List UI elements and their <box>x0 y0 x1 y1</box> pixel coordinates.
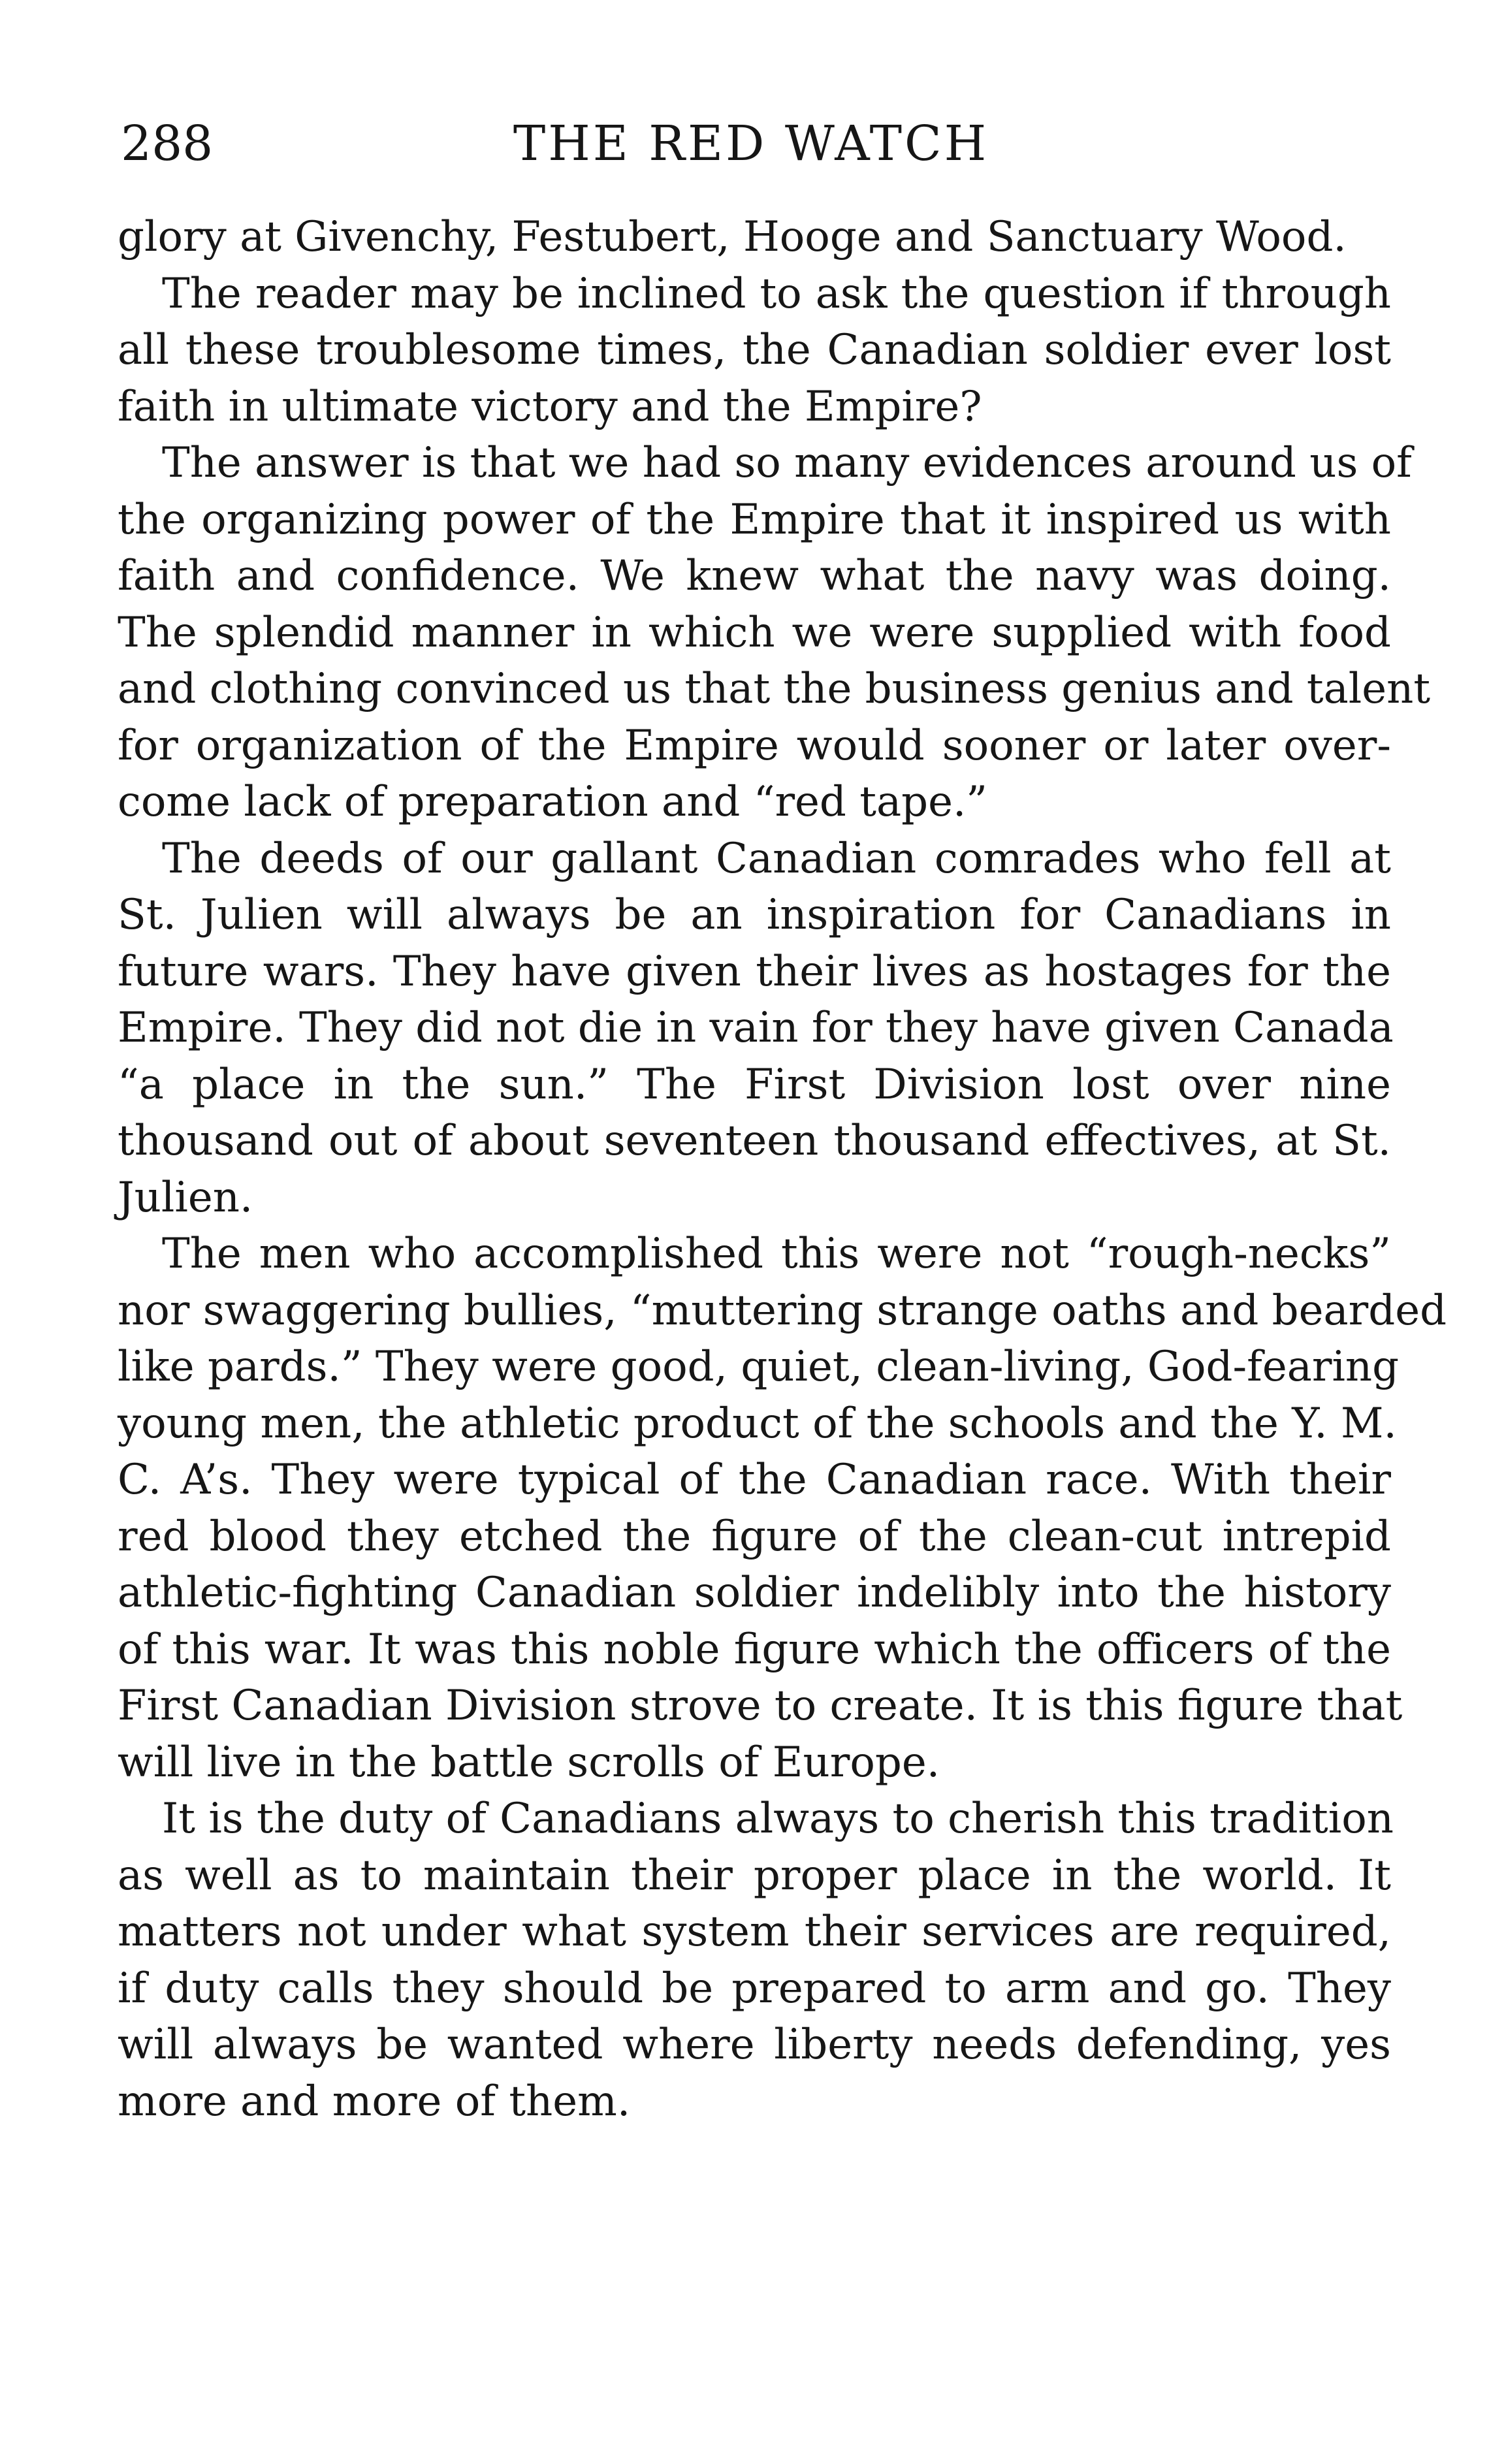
text-line: Julien. <box>118 1173 253 1222</box>
text-line: all these troublesome times, the Canadian soldier ever lost <box>118 326 1391 374</box>
text-line: will always be wanted where liberty needs defending, yes <box>118 2021 1391 2069</box>
text-line: First Canadian Division strove to create. It is this figure that <box>118 1682 1403 1730</box>
text-line: the organizing power of the Empire that it inspired us with <box>118 495 1391 544</box>
running-head: THE RED WATCH <box>513 116 989 172</box>
text-line: The deeds of our gallant Canadian comrades who fell at <box>162 834 1391 883</box>
text-line: faith in ultimate victory and the Empire? <box>118 382 982 431</box>
text-line: C. A’s. They were typical of the Canadian race. With their <box>118 1456 1391 1504</box>
text-line: matters not under what system their services are required, <box>118 1908 1391 1956</box>
page-header <box>121 108 1381 180</box>
page-number: 288 <box>121 116 214 172</box>
paragraph <box>118 1226 1447 1791</box>
text-line: of this war. It was this noble figure which the officers of the <box>118 1625 1391 1674</box>
text-line: red blood they etched the figure of the clean-cut intrepid <box>118 1512 1391 1561</box>
paragraph <box>118 1791 1394 2130</box>
body-text <box>118 209 1447 2130</box>
paragraph <box>118 435 1431 831</box>
text-line: nor swaggering bullies, “muttering strange oaths and bearded <box>118 1286 1447 1335</box>
text-line: more and more of them. <box>118 2077 631 2126</box>
text-line: like pards.” They were good, quiet, clean-living, God-fearing <box>118 1343 1400 1391</box>
text-line: St. Julien will always be an inspiration for Canadians in <box>118 891 1391 939</box>
text-line: come lack of preparation and “red tape.” <box>118 778 987 826</box>
paragraph <box>118 209 1391 266</box>
text-line: The reader may be inclined to ask the question if through <box>162 269 1391 318</box>
text-line: It is the duty of Canadians always to cherish this tradition <box>162 1795 1394 1843</box>
paragraph <box>118 266 1391 436</box>
text-line: The answer is that we had so many evidences around us of <box>162 439 1412 487</box>
text-line: The men who accomplished this were not “rough-necks” <box>162 1230 1391 1278</box>
text-line: “a place in the sun.” The First Division lost over nine <box>118 1060 1391 1109</box>
text-line: Empire. They did not die in vain for they have given Canada <box>118 1004 1394 1052</box>
text-line: thousand out of about seventeen thousand effectives, at St. <box>118 1117 1391 1165</box>
text-line: The splendid manner in which we were supplied with food <box>118 608 1391 657</box>
text-line: will live in the battle scrolls of Europe. <box>118 1738 940 1787</box>
text-line: and clothing convinced us that the business genius and talent <box>118 665 1431 713</box>
text-line: future wars. They have given their lives as hostages for the <box>118 947 1391 996</box>
text-line: as well as to maintain their proper place in the world. It <box>118 1851 1391 1900</box>
text-line: faith and confidence. We knew what the navy was doing. <box>118 552 1391 600</box>
text-line: young men, the athletic product of the schools and the Y. M. <box>118 1399 1397 1448</box>
text-line: if duty calls they should be prepared to arm and go. They <box>118 1964 1391 2013</box>
text-line: athletic-fighting Canadian soldier indelibly into the history <box>118 1569 1391 1617</box>
text-line: glory at Givenchy, Festubert, Hooge and Sanctuary Wood. <box>118 213 1347 261</box>
text-line: for organization of the Empire would sooner or later over- <box>118 721 1391 770</box>
paragraph <box>118 831 1394 1226</box>
